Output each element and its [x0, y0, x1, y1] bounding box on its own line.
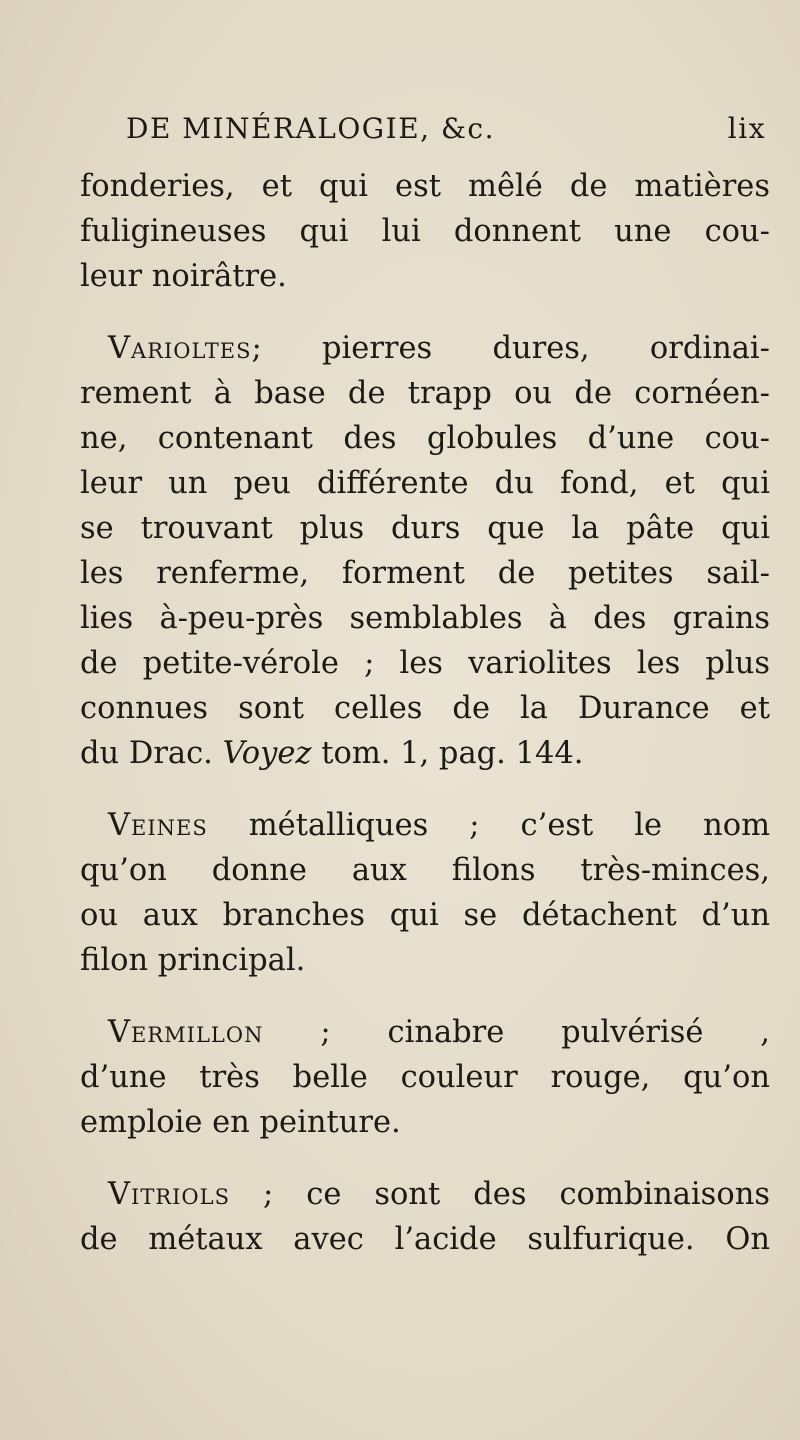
- entry-first-line: [80, 1172, 770, 1217]
- text-line: les renferme, forment de petites sail-: [80, 556, 770, 591]
- text-line: de métaux avec l’acide sulfurique. On: [80, 1222, 770, 1257]
- text-line: de petite-vérole ; les variolites les plus: [80, 646, 770, 681]
- text-line: connues sont celles de la Durance et: [80, 691, 770, 726]
- text-line: ou aux branches qui se détachent d’un: [80, 898, 770, 933]
- entry-first-line: [80, 1010, 770, 1055]
- running-header: [126, 112, 766, 145]
- text-line: ; pierres dures, ordinai-: [251, 331, 770, 366]
- text-line: se trouvant plus durs que la pâte qui: [80, 511, 770, 546]
- text-line: fuligineuses qui lui donnent une cou-: [80, 214, 770, 249]
- entry-headword: Veines: [108, 808, 208, 843]
- text-line: lies à-peu-près semblables à des grains: [80, 601, 770, 636]
- text-line: ne, contenant des globules d’une cou-: [80, 421, 770, 456]
- text-line: leur noirâtre.: [80, 259, 287, 294]
- entry-first-line: [80, 803, 770, 848]
- text-line: ; cinabre pulvérisé ,: [263, 1015, 770, 1050]
- text-line: ; ce sont des combinaisons: [229, 1177, 770, 1212]
- entry-headword: Vitriols: [108, 1177, 230, 1212]
- ref-post: tom. 1, pag. 144.: [311, 736, 584, 771]
- entry-first-line: [80, 326, 770, 371]
- text-line: filon principal.: [80, 943, 306, 978]
- ref-pre: du Drac.: [80, 736, 223, 771]
- text-line: rement à base de trapp ou de cornéen-: [80, 376, 770, 411]
- text-line: leur un peu différente du fond, et qui: [80, 466, 770, 501]
- entry-headword: Varioltes: [108, 331, 252, 366]
- body-text: [80, 164, 770, 1262]
- ref-italic: Voyez: [222, 736, 312, 771]
- text-line: d’une très belle couleur rouge, qu’on: [80, 1060, 770, 1095]
- reference-line: [80, 731, 770, 776]
- text-line: métalliques ; c’est le nom: [207, 808, 770, 843]
- entry-headword: Vermillon: [108, 1015, 264, 1050]
- text-line: fonderies, et qui est mêlé de matières: [80, 169, 770, 204]
- text-line: emploie en peinture.: [80, 1105, 401, 1140]
- running-title: DE MINÉRALOGIE, &c.: [126, 112, 495, 145]
- page-number: lix: [727, 112, 766, 145]
- text-line: qu’on donne aux filons très-minces,: [80, 853, 770, 888]
